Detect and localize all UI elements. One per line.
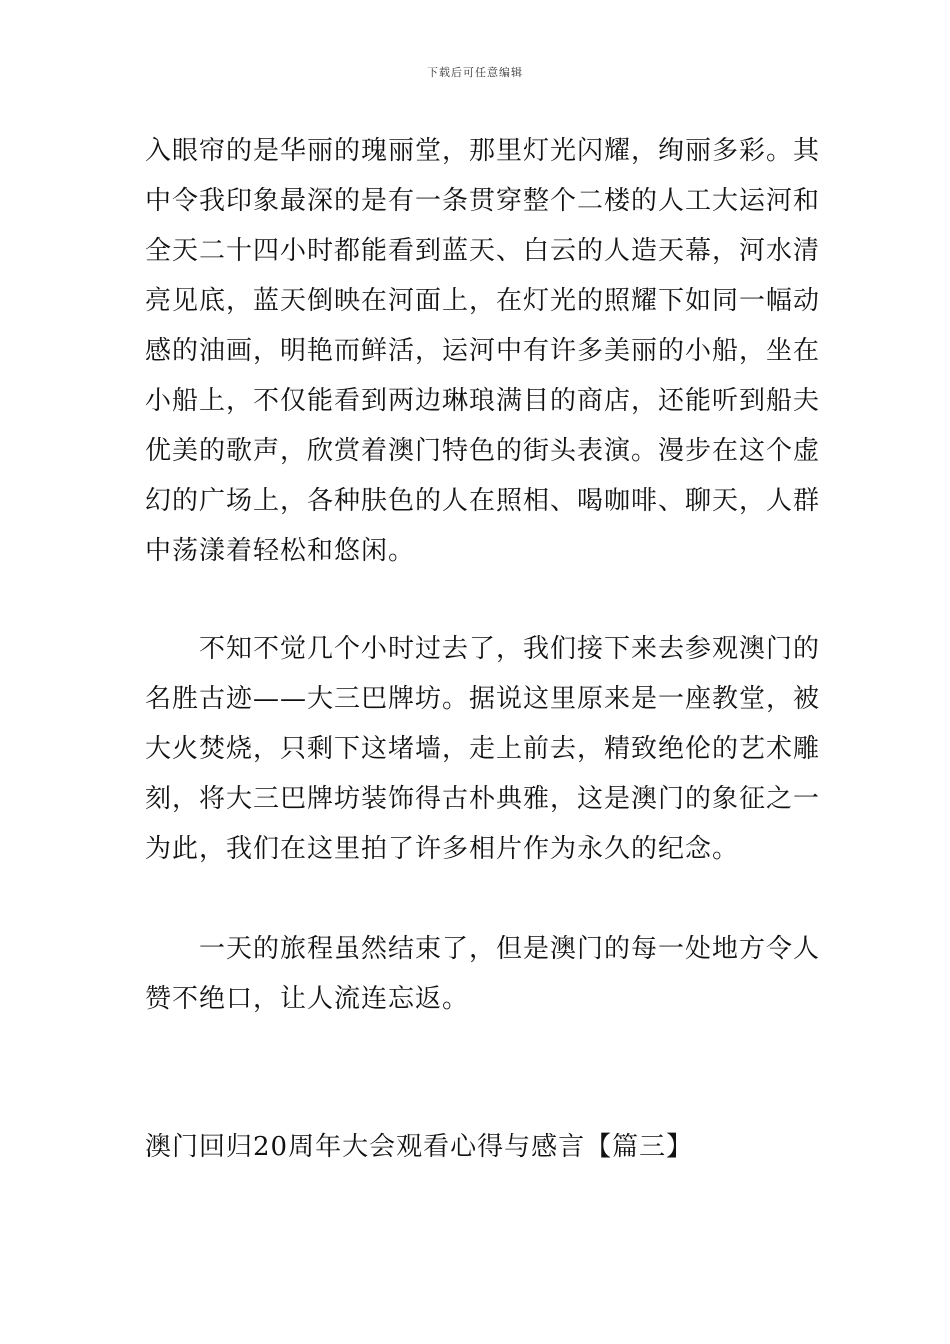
paragraph-line: 大火焚烧，只剩下这堵墙，走上前去，精致绝伦的艺术雕 [145, 734, 821, 764]
paragraph-line: 入眼帘的是华丽的瑰丽堂，那里灯光闪耀，绚丽多彩。其 [145, 136, 821, 166]
paragraph-line: 刻，将大三巴牌坊装饰得古朴典雅，这是澳门的象征之一 [145, 784, 821, 814]
paragraph-line: 优美的歌声，欣赏着澳门特色的街头表演。漫步在这个虚 [145, 436, 821, 466]
paragraph-line: 赞不绝口，让人流连忘返。 [145, 984, 470, 1014]
paragraph-line: 为此，我们在这里拍了许多相片作为永久的纪念。 [145, 834, 740, 864]
paragraph-line: 感的油画，明艳而鲜活，运河中有许多美丽的小船，坐在 [145, 336, 821, 366]
section-title: 澳门回归20周年大会观看心得与感言【篇三】 [145, 1132, 694, 1162]
paragraph-line: 不知不觉几个小时过去了，我们接下来去参观澳门的 [199, 634, 821, 664]
paragraph-line: 一天的旅程虽然结束了，但是澳门的每一处地方令人 [199, 934, 821, 964]
paragraph-3 [145, 924, 820, 1024]
paragraph-line: 幻的广场上，各种肤色的人在照相、喝咖啡、聊天，人群 [145, 486, 821, 516]
paragraph-1 [145, 126, 820, 576]
paragraph-line: 中令我印象最深的是有一条贯穿整个二楼的人工大运河和 [145, 186, 821, 216]
paragraph-line: 小船上，不仅能看到两边琳琅满目的商店，还能听到船夫 [145, 386, 821, 416]
paragraph-line: 全天二十四小时都能看到蓝天、白云的人造天幕，河水清 [145, 236, 821, 266]
paragraph-2 [145, 624, 820, 874]
paragraph-line: 亮见底，蓝天倒映在河面上，在灯光的照耀下如同一幅动 [145, 286, 821, 316]
page-header-note: 下载后可任意编辑 [427, 66, 523, 79]
paragraph-line: 中荡漾着轻松和悠闲。 [145, 536, 416, 566]
paragraph-line: 名胜古迹——大三巴牌坊。据说这里原来是一座教堂，被 [145, 684, 821, 714]
